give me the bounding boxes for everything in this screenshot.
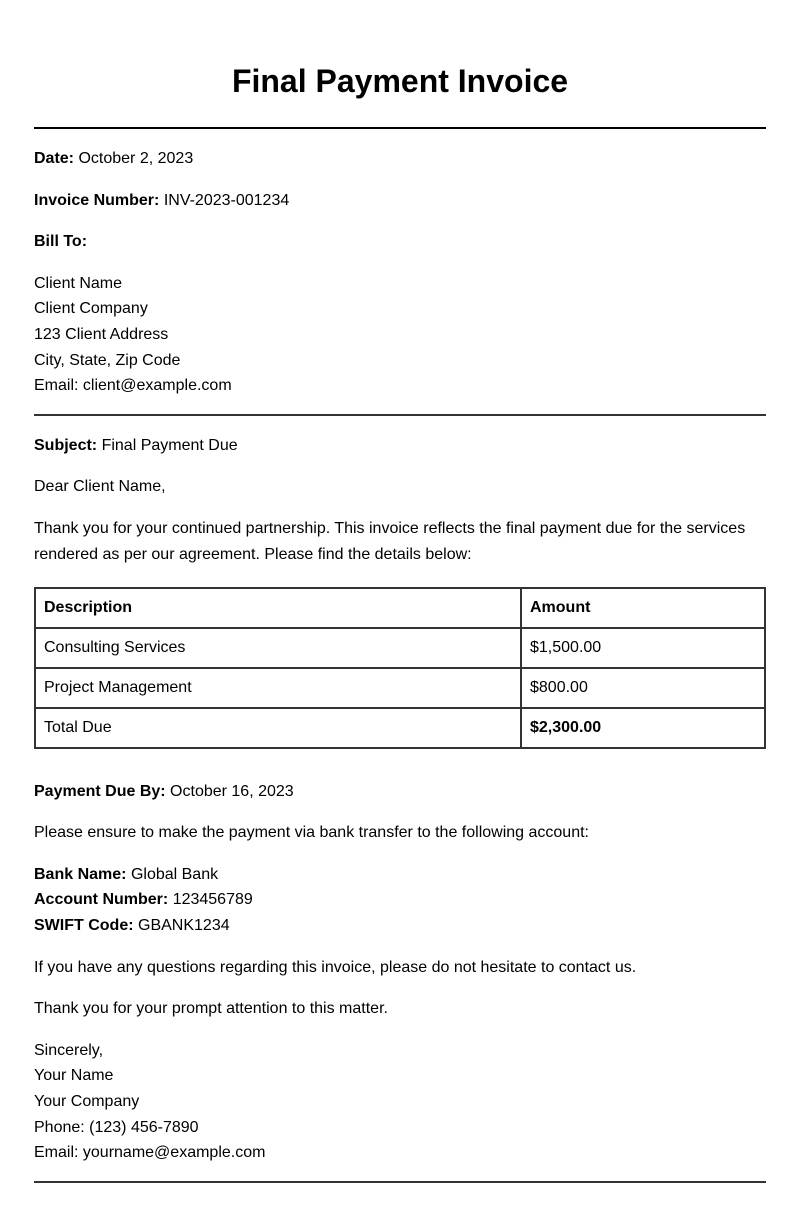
bank-name-value: Global Bank — [130, 866, 219, 883]
bill-to-label: Bill To: — [34, 233, 88, 250]
footer-divider — [34, 1181, 766, 1183]
total-amount: $2,300.00 — [521, 708, 765, 748]
payment-due-line — [34, 781, 294, 803]
item-amount: $800.00 — [521, 668, 765, 708]
page-title: Final Payment Invoice — [231, 63, 569, 99]
swift-code-label: SWIFT Code: — [34, 917, 134, 934]
greeting: Dear Client Name, — [34, 478, 166, 495]
bill-to-heading — [34, 231, 87, 253]
invoice-table — [34, 587, 766, 749]
table-row — [35, 668, 765, 708]
signature-phone: Phone: (123) 456-7890 — [34, 1119, 199, 1136]
column-header-amount: Amount — [521, 588, 765, 628]
total-row — [35, 708, 765, 748]
signature-closing: Sincerely, — [34, 1042, 104, 1059]
signature-email: Email: yourname@example.com — [34, 1144, 266, 1161]
invoice-page — [34, 0, 766, 1161]
date-label: Date: — [34, 150, 75, 167]
table-row — [35, 628, 765, 668]
swift-code-line — [34, 915, 230, 937]
subject-value: Final Payment Due — [101, 437, 238, 454]
intro-text: Thank you for your continued partnership. This invoice reflects the final payment due for the services — [34, 520, 746, 537]
bill-to-line: 123 Client Address — [34, 326, 169, 343]
subject-label: Subject: — [34, 437, 98, 454]
item-description: Project Management — [35, 668, 521, 708]
section-divider — [34, 414, 766, 416]
bank-name-label: Bank Name: — [34, 866, 127, 883]
thanks-text: Thank you for your prompt attention to this matter. — [34, 1000, 388, 1017]
swift-code-value: GBANK1234 — [138, 917, 230, 934]
column-header-description: Description — [35, 588, 521, 628]
subject-line — [34, 435, 238, 457]
signature-name: Your Name — [34, 1067, 114, 1084]
bank-name-line — [34, 864, 218, 886]
payment-due-value: October 16, 2023 — [170, 783, 294, 800]
date-line — [34, 148, 193, 170]
bill-to-line: Client Company — [34, 300, 148, 317]
payment-due-label: Payment Due By: — [34, 783, 166, 800]
total-label: Total Due — [35, 708, 521, 748]
bill-to-line: City, State, Zip Code — [34, 352, 181, 369]
signature-company: Your Company — [34, 1093, 140, 1110]
bank-instructions: Please ensure to make the payment via bank transfer to the following account: — [34, 824, 589, 841]
account-number-line — [34, 889, 253, 911]
invoice-number-label: Invoice Number: — [34, 192, 160, 209]
header-divider — [34, 127, 766, 129]
bill-to-line: Client Name — [34, 275, 123, 292]
bill-to-email: Email: client@example.com — [34, 377, 232, 394]
account-number-label: Account Number: — [34, 891, 169, 908]
item-description: Consulting Services — [35, 628, 521, 668]
item-amount: $1,500.00 — [521, 628, 765, 668]
intro-text: rendered as per our agreement. Please find the details below: — [34, 546, 472, 563]
table-header-row — [35, 588, 765, 628]
account-number-value: 123456789 — [172, 891, 253, 908]
questions-text: If you have any questions regarding this invoice, please do not hesitate to contact us. — [34, 959, 637, 976]
invoice-number-value: INV-2023-001234 — [163, 192, 290, 209]
date-value: October 2, 2023 — [78, 150, 194, 167]
invoice-number-line — [34, 190, 289, 212]
